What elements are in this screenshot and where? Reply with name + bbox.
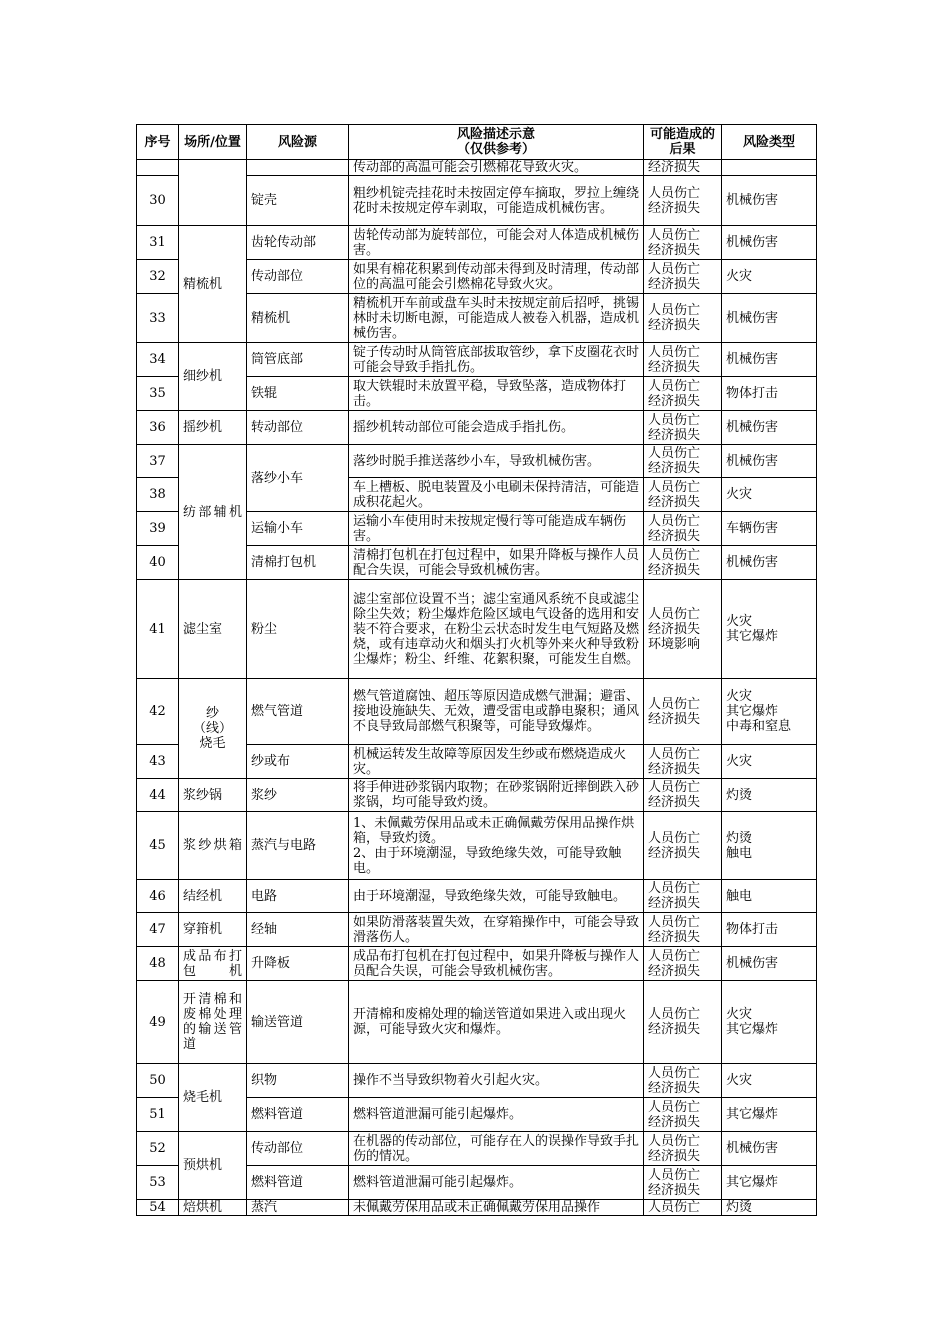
source-cell: 运输小车 <box>247 512 349 546</box>
desc-cell: 如果防滑落装置失效，在穿箱操作中，可能会导致滑落伤人。 <box>349 913 644 947</box>
table-row <box>137 880 817 913</box>
seq-cell: 49 <box>137 981 179 1064</box>
consequence-cell: 人员伤亡 经济损失 <box>644 880 722 913</box>
source-cell: 转动部位 <box>247 411 349 445</box>
desc-cell: 齿轮传动部为旋转部位，可能会对人体造成机械伤害。 <box>349 226 644 260</box>
source-cell: 筒管底部 <box>247 343 349 377</box>
table-row <box>137 913 817 947</box>
place-cell <box>179 160 247 226</box>
source-cell: 粉尘 <box>247 580 349 679</box>
place-cell: 结经机 <box>179 880 247 913</box>
header-row <box>137 125 817 160</box>
desc-cell: 在机器的传动部位，可能存在人的误操作导致手扎伤的情况。 <box>349 1132 644 1166</box>
desc-cell: 锭子传动时从筒管底部拔取管纱，拿下皮圈花衣时可能会导致手指扎伤。 <box>349 343 644 377</box>
source-cell: 传动部位 <box>247 1132 349 1166</box>
type-cell: 其它爆炸 <box>722 1166 817 1200</box>
seq-cell: 41 <box>137 580 179 679</box>
source-cell: 浆纱 <box>247 779 349 812</box>
table-row <box>137 947 817 981</box>
consequence-cell: 人员伤亡 经济损失 <box>644 377 722 411</box>
desc-cell: 落纱时脱手推送落纱小车，导致机械伤害。 <box>349 445 644 478</box>
type-cell: 机械伤害 <box>722 343 817 377</box>
source-cell: 纱或布 <box>247 745 349 779</box>
table-row <box>137 160 817 176</box>
seq-cell: 35 <box>137 377 179 411</box>
type-cell: 火灾 其它爆炸 <box>722 580 817 679</box>
consequence-cell: 人员伤亡 经济损失 <box>644 947 722 981</box>
type-cell: 机械伤害 <box>722 1132 817 1166</box>
seq-cell: 45 <box>137 812 179 880</box>
seq-cell: 47 <box>137 913 179 947</box>
source-cell: 输送管道 <box>247 981 349 1064</box>
type-cell: 物体打击 <box>722 377 817 411</box>
source-cell: 齿轮传动部 <box>247 226 349 260</box>
consequence-cell: 人员伤亡 经济损失 <box>644 411 722 445</box>
type-cell: 其它爆炸 <box>722 1098 817 1132</box>
desc-cell: 燃气管道腐蚀、超压等原因造成燃气泄漏；避雷、接地设施缺失、无效，遭受雷电或静电聚积；通风不良导致局部燃气积聚等，可能导致爆炸。 <box>349 679 644 745</box>
desc-cell: 取大铁辊时未放置平稳，导致坠落，造成物体打击。 <box>349 377 644 411</box>
desc-cell: 将手伸进砂浆锅内取物；在砂浆锅附近摔倒跌入砂浆锅，均可能导致灼烫。 <box>349 779 644 812</box>
place-cell: 烧毛机 <box>179 1064 247 1132</box>
col-header-seq: 序号 <box>137 125 179 160</box>
type-cell: 火灾 其它爆炸 <box>722 981 817 1064</box>
seq-cell: 39 <box>137 512 179 546</box>
seq-cell: 53 <box>137 1166 179 1200</box>
table-row <box>137 411 817 445</box>
consequence-cell: 人员伤亡 经济损失 <box>644 176 722 226</box>
type-cell: 灼烫 <box>722 1200 817 1216</box>
source-cell: 落纱小车 <box>247 445 349 512</box>
consequence-cell: 人员伤亡 经济损失 <box>644 445 722 478</box>
seq-cell: 30 <box>137 176 179 226</box>
desc-cell: 操作不当导致织物着火引起火灾。 <box>349 1064 644 1098</box>
consequence-cell: 人员伤亡 经济损失 <box>644 343 722 377</box>
source-cell: 清棉打包机 <box>247 546 349 580</box>
desc-cell: 传动部的高温可能会引燃棉花导致火灾。 <box>349 160 644 176</box>
consequence-cell: 人员伤亡 经济损失 <box>644 913 722 947</box>
consequence-cell: 人员伤亡 经济损失 <box>644 981 722 1064</box>
table-row <box>137 445 817 478</box>
desc-cell: 1、未佩戴劳保用品或未正确佩戴劳保用品操作烘箱，导致灼烫。 2、由于环境潮湿，导致绝缘失效，可能导致触电。 <box>349 812 644 880</box>
source-cell: 精梳机 <box>247 294 349 343</box>
type-cell: 火灾 其它爆炸 中毒和窒息 <box>722 679 817 745</box>
table-row <box>137 981 817 1064</box>
seq-cell: 48 <box>137 947 179 981</box>
seq-cell: 34 <box>137 343 179 377</box>
seq-cell: 54 <box>137 1200 179 1216</box>
desc-cell: 如果有棉花积累到传动部未得到及时清理，传动部位的高温可能会引燃棉花导致火灾。 <box>349 260 644 294</box>
table-row <box>137 1064 817 1098</box>
type-cell: 灼烫 触电 <box>722 812 817 880</box>
consequence-cell: 人员伤亡 经济损失 <box>644 745 722 779</box>
place-cell: 纱 （线） 烧毛 <box>179 679 247 779</box>
place-cell: 成品布打包机 <box>179 947 247 981</box>
seq-cell: 50 <box>137 1064 179 1098</box>
seq-cell: 40 <box>137 546 179 580</box>
place-cell: 浆纱烘箱 <box>179 812 247 880</box>
type-cell: 灼烫 <box>722 779 817 812</box>
desc-cell: 燃料管道泄漏可能引起爆炸。 <box>349 1166 644 1200</box>
type-cell: 机械伤害 <box>722 445 817 478</box>
consequence-cell: 人员伤亡 经济损失 <box>644 1098 722 1132</box>
type-cell: 火灾 <box>722 478 817 512</box>
source-cell: 铁辊 <box>247 377 349 411</box>
type-cell: 火灾 <box>722 1064 817 1098</box>
consequence-cell: 人员伤亡 经济损失 <box>644 1132 722 1166</box>
risk-table <box>136 124 817 1216</box>
col-header-type: 风险类型 <box>722 125 817 160</box>
seq-cell: 42 <box>137 679 179 745</box>
consequence-cell: 人员伤亡 经济损失 <box>644 512 722 546</box>
table-row <box>137 812 817 880</box>
type-cell: 机械伤害 <box>722 411 817 445</box>
seq-cell: 38 <box>137 478 179 512</box>
consequence-cell: 经济损失 <box>644 160 722 176</box>
consequence-cell: 人员伤亡 经济损失 环境影响 <box>644 580 722 679</box>
seq-cell: 44 <box>137 779 179 812</box>
source-cell: 织物 <box>247 1064 349 1098</box>
desc-cell: 清棉打包机在打包过程中，如果升降板与操作人员配合失误，可能会导致机械伤害。 <box>349 546 644 580</box>
seq-cell: 37 <box>137 445 179 478</box>
type-cell: 机械伤害 <box>722 176 817 226</box>
consequence-cell: 人员伤亡 经济损失 <box>644 679 722 745</box>
consequence-cell: 人员伤亡 经济损失 <box>644 1064 722 1098</box>
seq-cell: 51 <box>137 1098 179 1132</box>
desc-cell: 燃料管道泄漏可能引起爆炸。 <box>349 1098 644 1132</box>
col-header-source: 风险源 <box>247 125 349 160</box>
consequence-cell: 人员伤亡 经济损失 <box>644 226 722 260</box>
desc-cell: 成品布打包机在打包过程中，如果升降板与操作人员配合失误，可能会导致机械伤害。 <box>349 947 644 981</box>
type-cell: 机械伤害 <box>722 546 817 580</box>
type-cell: 火灾 <box>722 745 817 779</box>
col-header-place: 场所/位置 <box>179 125 247 160</box>
source-cell: 经轴 <box>247 913 349 947</box>
consequence-cell: 人员伤亡 经济损失 <box>644 1166 722 1200</box>
seq-cell: 33 <box>137 294 179 343</box>
consequence-cell: 人员伤亡 经济损失 <box>644 779 722 812</box>
table-row <box>137 679 817 745</box>
seq-cell <box>137 160 179 176</box>
source-cell <box>247 160 349 176</box>
seq-cell: 52 <box>137 1132 179 1166</box>
table-row <box>137 779 817 812</box>
desc-cell: 滤尘室部位设置不当；滤尘室通风系统不良或滤尘除尘失效；粉尘爆炸危险区域电气设备的选用和安装不符合要求，在粉尘云状态时发生电气短路及燃烧，或有违章动火和烟头打火机等外来火种导致粉尘爆炸；粉尘、纤维、花絮积聚，可能发生自燃。 <box>349 580 644 679</box>
consequence-cell: 人员伤亡 经济损失 <box>644 294 722 343</box>
desc-cell: 粗纱机锭壳挂花时未按固定停车摘取，罗拉上缠绕花时未按规定停车剥取，可能造成机械伤害。 <box>349 176 644 226</box>
desc-cell: 摇纱机转动部位可能会造成手指扎伤。 <box>349 411 644 445</box>
place-cell: 浆纱锅 <box>179 779 247 812</box>
col-header-consequence: 可能造成的后果 <box>644 125 722 160</box>
source-cell: 升降板 <box>247 947 349 981</box>
place-cell: 穿箝机 <box>179 913 247 947</box>
col-header-desc: 风险描述示意 （仅供参考） <box>349 125 644 160</box>
place-cell: 精梳机 <box>179 226 247 343</box>
place-cell: 滤尘室 <box>179 580 247 679</box>
desc-cell: 运输小车使用时未按规定慢行等可能造成车辆伤害。 <box>349 512 644 546</box>
source-cell: 传动部位 <box>247 260 349 294</box>
source-cell: 燃料管道 <box>247 1166 349 1200</box>
source-cell: 蒸汽与电路 <box>247 812 349 880</box>
table-row <box>137 343 817 377</box>
desc-cell: 未佩戴劳保用品或未正确佩戴劳保用品操作 <box>349 1200 644 1216</box>
type-cell: 机械伤害 <box>722 947 817 981</box>
place-cell: 焙烘机 <box>179 1200 247 1216</box>
seq-cell: 36 <box>137 411 179 445</box>
type-cell: 机械伤害 <box>722 294 817 343</box>
type-cell: 机械伤害 <box>722 226 817 260</box>
place-cell: 预烘机 <box>179 1132 247 1200</box>
consequence-cell: 人员伤亡 经济损失 <box>644 478 722 512</box>
type-cell: 火灾 <box>722 260 817 294</box>
place-cell: 纺部辅机 <box>179 445 247 580</box>
consequence-cell: 人员伤亡 经济损失 <box>644 260 722 294</box>
consequence-cell: 人员伤亡 经济损失 <box>644 812 722 880</box>
type-cell <box>722 160 817 176</box>
table-row <box>137 580 817 679</box>
seq-cell: 46 <box>137 880 179 913</box>
table-row <box>137 1200 817 1216</box>
seq-cell: 32 <box>137 260 179 294</box>
desc-cell: 精梳机开车前或盘车头时未按规定前后招呼，挑锡林时未切断电源，可能造成人被卷入机器，造成机械伤害。 <box>349 294 644 343</box>
seq-cell: 31 <box>137 226 179 260</box>
place-cell: 摇纱机 <box>179 411 247 445</box>
table-row <box>137 1132 817 1166</box>
consequence-cell: 人员伤亡 经济损失 <box>644 546 722 580</box>
desc-cell: 机械运转发生故障等原因发生纱或布燃烧造成火灾。 <box>349 745 644 779</box>
source-cell: 蒸汽 <box>247 1200 349 1216</box>
desc-cell: 由于环境潮湿，导致绝缘失效，可能导致触电。 <box>349 880 644 913</box>
desc-cell: 开清棉和废棉处理的输送管道如果进入或出现火源，可能导致火灾和爆炸。 <box>349 981 644 1064</box>
place-cell: 细纱机 <box>179 343 247 411</box>
source-cell: 燃料管道 <box>247 1098 349 1132</box>
source-cell: 锭壳 <box>247 176 349 226</box>
type-cell: 物体打击 <box>722 913 817 947</box>
type-cell: 触电 <box>722 880 817 913</box>
place-cell: 开清棉和废棉处理的输送管道 <box>179 981 247 1064</box>
source-cell: 燃气管道 <box>247 679 349 745</box>
desc-cell: 车上槽板、脱电装置及小电刷未保持清洁，可能造成积花起火。 <box>349 478 644 512</box>
source-cell: 电路 <box>247 880 349 913</box>
seq-cell: 43 <box>137 745 179 779</box>
type-cell: 车辆伤害 <box>722 512 817 546</box>
table-row <box>137 226 817 260</box>
consequence-cell: 人员伤亡 <box>644 1200 722 1216</box>
